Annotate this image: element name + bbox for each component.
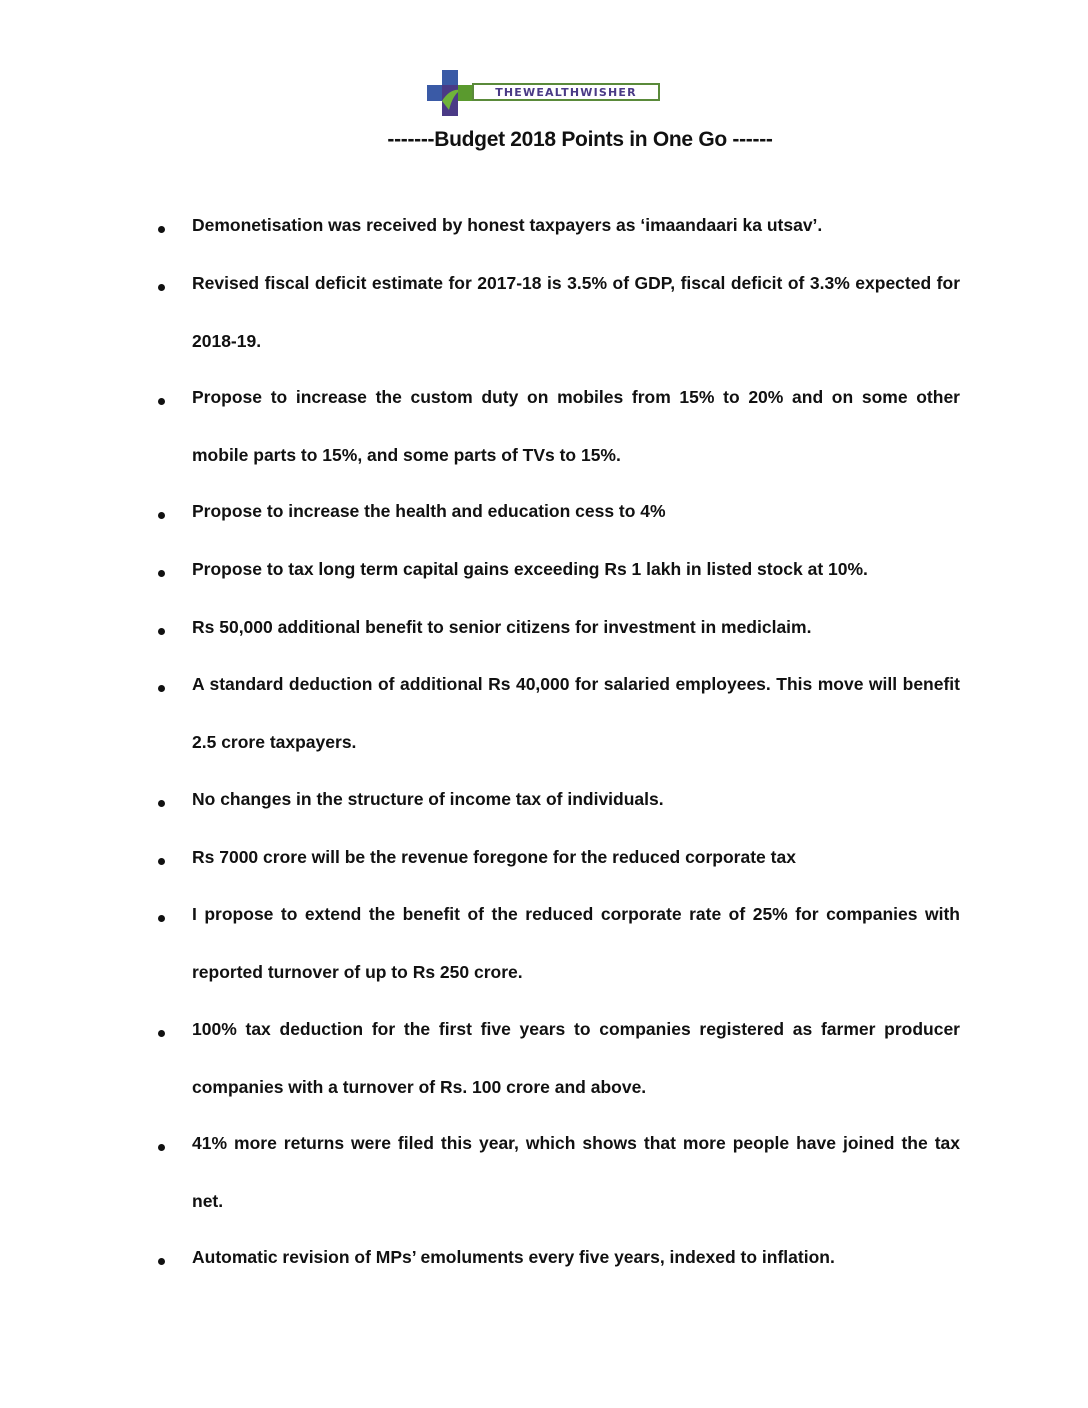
bullet-icon	[158, 1144, 165, 1151]
list-item-text: 41% more returns were filed this year, which shows that more people have joined the tax net.	[192, 1133, 960, 1211]
bullet-icon	[158, 1258, 165, 1265]
bullet-icon	[158, 628, 165, 635]
list-item-text: Propose to tax long term capital gains exceeding Rs 1 lakh in listed stock at 10%.	[192, 559, 868, 579]
list-item-text: Automatic revision of MPs’ emoluments every five years, indexed to inflation.	[192, 1247, 835, 1267]
bullet-icon	[158, 284, 165, 291]
list-item-text: 100% tax deduction for the first five years to companies registered as farmer producer companies with a turnover of Rs. 100 crore and above.	[192, 1019, 960, 1097]
list-item-text: Propose to increase the health and education cess to 4%	[192, 501, 666, 521]
bullet-icon	[158, 915, 165, 922]
bullet-icon	[158, 800, 165, 807]
list-item-text: A standard deduction of additional Rs 40,000 for salaried employees. This move will benefit 2.5 crore taxpayers.	[192, 674, 960, 752]
bullet-icon	[158, 570, 165, 577]
logo-wordmark: THEWEALTHWISHER	[495, 85, 637, 99]
list-item-text: Demonetisation was received by honest taxpayers as ‘imaandaari ka utsav’.	[192, 215, 823, 235]
list-item-text: Rs 50,000 additional benefit to senior citizens for investment in mediclaim.	[192, 617, 812, 637]
bullet-icon	[158, 1030, 165, 1037]
list-item-text: I propose to extend the benefit of the reduced corporate rate of 25% for companies with reported turnover of up to Rs 250 crore.	[192, 904, 960, 982]
list-item-text: No changes in the structure of income tax of individuals.	[192, 789, 664, 809]
document-title: -------Budget 2018 Points in One Go ------	[387, 128, 773, 151]
bullet-icon	[158, 858, 165, 865]
list-item-text: Revised fiscal deficit estimate for 2017-18 is 3.5% of GDP, fiscal deficit of 3.3% expected for 2018-19.	[192, 273, 960, 351]
list-item-text: Rs 7000 crore will be the revenue foregone for the reduced corporate tax	[192, 847, 796, 867]
bullet-icon	[158, 512, 165, 519]
bullet-icon	[158, 226, 165, 233]
list-item-text: Propose to increase the custom duty on mobiles from 15% to 20% and on some other mobile parts to 15%, and some parts of TVs to 15%.	[192, 387, 960, 465]
bullet-icon	[158, 685, 165, 692]
bullet-icon	[158, 398, 165, 405]
